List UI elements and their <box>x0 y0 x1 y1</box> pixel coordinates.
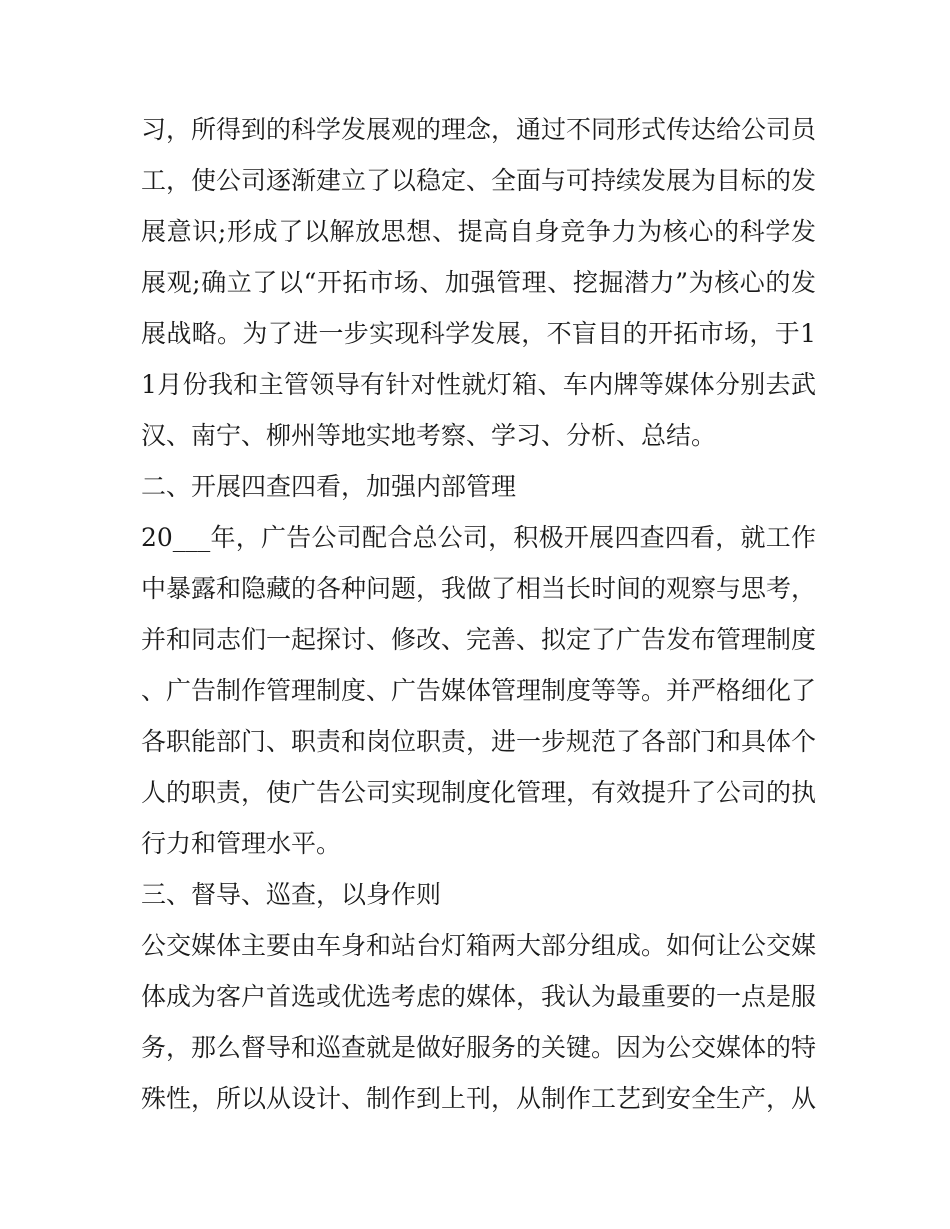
paragraph-section-3: 公交媒体主要由车身和站台灯箱两大部分组成。如何让公交媒体成为客户首选或优选考虑的媒体，我认为最重要的一点是服务，那么督导和巡查就是做好服务的关键。因为公交媒体的特殊性，所以从设计、制作到上刊，从制作工艺到安全生产，从 <box>141 931 817 1113</box>
paragraph-intro: 习，所得到的科学发展观的理念，通过不同形式传达给公司员工，使公司逐渐建立了以稳定、全面与可持续发展为目标的发展意识;形成了以解放思想、提高自身竞争力为核心的科学发展观;确立了以“开拓市场、加强管理、挖掘潜力”为核心的发展战略。为了进一步实现科学发展，不盲目的开拓市场，于11月份我和主管领导有针对性就灯箱、车内牌等媒体分别去武汉、南宁、柳州等地实地考察、学习、分析、总结。 <box>141 115 817 450</box>
section-heading-3: 三、督导、巡查，以身作则 <box>141 880 442 909</box>
paragraph-section-2: 20___年，广告公司配合总公司，积极开展四查四看，就工作中暴露和隐藏的各种问题，我做了相当长时间的观察与思考，并和同志们一起探讨、修改、完善、拟定了广告发布管理制度、广告制作管理制度、广告媒体管理制度等等。并严格细化了各职能部门、职责和岗位职责，进一步规范了各部门和具体个人的职责，使广告公司实现制度化管理，有效提升了公司的执行力和管理水平。 <box>141 523 817 858</box>
document-body <box>141 104 816 1124</box>
section-heading-2: 二、开展四查四看，加强内部管理 <box>141 472 517 501</box>
